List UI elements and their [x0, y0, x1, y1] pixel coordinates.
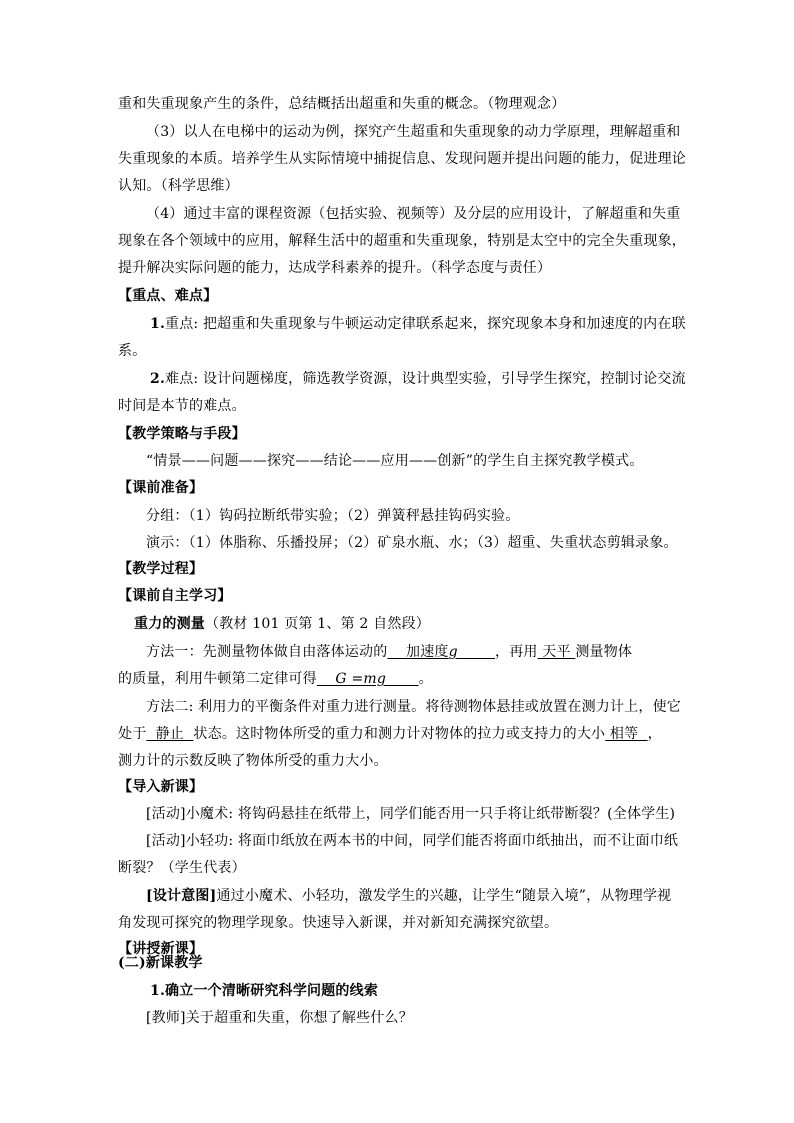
activity-magic: [活动]小魔术: 将钩码悬挂在纸带上，同学们能否用一只手将让纸带断裂？(全体学生) — [146, 806, 676, 822]
blank-pad — [317, 671, 336, 687]
objective-3-line-3: 认知。（科学思维） — [118, 178, 239, 194]
key-point-2-line-1 — [150, 369, 686, 389]
design-intent-label: [设计意图] — [146, 888, 217, 904]
method-2-line-3: 测力计的示数反映了物体所受的重力大小。 — [118, 753, 388, 769]
blank-acceleration-var: g — [448, 644, 458, 660]
objective-3-line-2: 失重现象的本质。培养学生从实际情境中捕捉信息、发现问题并提出问题的能力，促进理论 — [118, 151, 686, 167]
method-1-pre: 方法一：先测量物体做自由落体运动的 — [146, 644, 388, 660]
new-lesson-subheading: (二)新课教学 — [118, 955, 203, 971]
blank-formula-text: G =mg — [335, 671, 387, 687]
design-intent-line-2: 角发现可探究的物理学现象。快速导入新课，并对新知充满探究欲望。 — [118, 915, 559, 931]
blank-rest: 静止 — [146, 726, 194, 742]
gravity-measurement-title — [134, 614, 430, 634]
activity-qinggong-line-2: 断裂？（学生代表） — [118, 860, 246, 876]
objective-4-line-2: 现象在各个领域中的应用，解释生活中的超重和失重现象，特别是太空中的完全失重现象， — [118, 233, 686, 249]
method-2-line-2 — [118, 724, 662, 744]
heading-strategy: 【教学策略与手段】 — [118, 426, 246, 442]
key-point-1-text: 重点: 把超重和失重现象与牛顿运动定律联系起来，探究现象本身和加速度的内在联 — [165, 316, 686, 332]
teacher-question: [教师]关于超重和失重，你想了解些什么？ — [146, 1010, 413, 1026]
key-point-1-line-1 — [150, 314, 686, 334]
heading-key-points: 【重点、难点】 — [118, 288, 218, 304]
heading-self-study: 【课前自主学习】 — [118, 588, 232, 604]
activity-qinggong-line-1: [活动]小轻功: 将面巾纸放在两本书的中间，同学们能否将面巾纸抽出，而不让面巾纸 — [146, 833, 679, 849]
prep-group: 分组：（1）钩码拉断纸带实验；（2）弹簧秤悬挂钩码实验。 — [146, 508, 520, 524]
key-point-2-line-2: 时间是本节的难点。 — [118, 398, 246, 414]
key-point-1-number: 1. — [150, 316, 166, 332]
method-2-end: ， — [647, 726, 662, 742]
blank-pad — [387, 644, 406, 660]
heading-new-lesson: 【讲授新课】 — [118, 941, 204, 957]
method-2-line-1: 方法二: 利用力的平衡条件对重力进行测量。将待测物体悬挂或放置在测力计上，使它 — [146, 699, 681, 715]
strategy-text: “情景——问题——探究——结论——应用——创新”的学生自主探究教学模式。 — [146, 453, 644, 469]
blank-equal: 相等 — [605, 726, 648, 742]
heading-preparation: 【课前准备】 — [118, 480, 204, 496]
heading-process: 【教学过程】 — [118, 561, 204, 577]
objective-4-line-1: （4）通过丰富的课程资源（包括实验、视频等）及分层的应用设计，了解超重和失重 — [146, 206, 681, 222]
blank-balance: 天平 — [537, 644, 576, 660]
method-1-line-2-end: 。 — [418, 671, 433, 687]
blank-pad — [386, 671, 419, 687]
blank-acceleration-text: 加速度 — [406, 644, 449, 660]
method-1-post: 测量物体 — [575, 644, 633, 660]
key-point-2-number: 2. — [150, 371, 166, 387]
prep-demo: 演示：（1）体脂称、乐播投屏；（2）矿泉水瓶、水；（3）超重、失重状态剪辑录象。 — [146, 535, 678, 551]
method-2-pre: 处于 — [118, 726, 147, 742]
gravity-title: 重力的测量 — [134, 616, 205, 632]
method-1-line-1 — [146, 642, 632, 662]
objective-3-line-1: （3）以人在电梯中的运动为例，探究产生超重和失重现象的动力学原理，理解超重和 — [146, 124, 681, 140]
heading-intro: 【导入新课】 — [118, 779, 204, 795]
method-1-mid: ，再用 — [495, 644, 538, 660]
objective-4-line-3: 提升解决实际问题的能力，达成学科素养的提升。（科学态度与责任） — [118, 260, 552, 276]
key-point-2-text: 难点: 设计问题梯度，筛选教学资源，设计典型实验，引导学生探究，控制讨论交流 — [165, 371, 686, 387]
blank-formula — [317, 671, 419, 687]
gravity-title-note: （教材 101 页第 1、第 2 自然段） — [205, 616, 430, 632]
method-2-mid: 状态。这时物体所受的重力和测力计对物体的拉力或支持力的大小 — [193, 726, 606, 742]
method-1-line-2-pre: 的质量，利用牛顿第二定律可得 — [118, 671, 317, 687]
blank-acceleration — [387, 644, 495, 660]
key-point-1-line-2: 系。 — [118, 343, 147, 359]
objective-line: 重和失重现象产生的条件，总结概括出超重和失重的概念。（物理观念） — [118, 96, 566, 112]
design-intent-text: 通过小魔术、小轻功，激发学生的兴趣，让学生“随景入境”，从物理学视 — [216, 888, 672, 904]
design-intent-line-1 — [146, 886, 671, 906]
lesson-step-1: 1.确立一个清晰研究科学问题的线索 — [150, 983, 379, 999]
method-1-line-2 — [118, 669, 433, 689]
blank-pad — [458, 644, 495, 660]
